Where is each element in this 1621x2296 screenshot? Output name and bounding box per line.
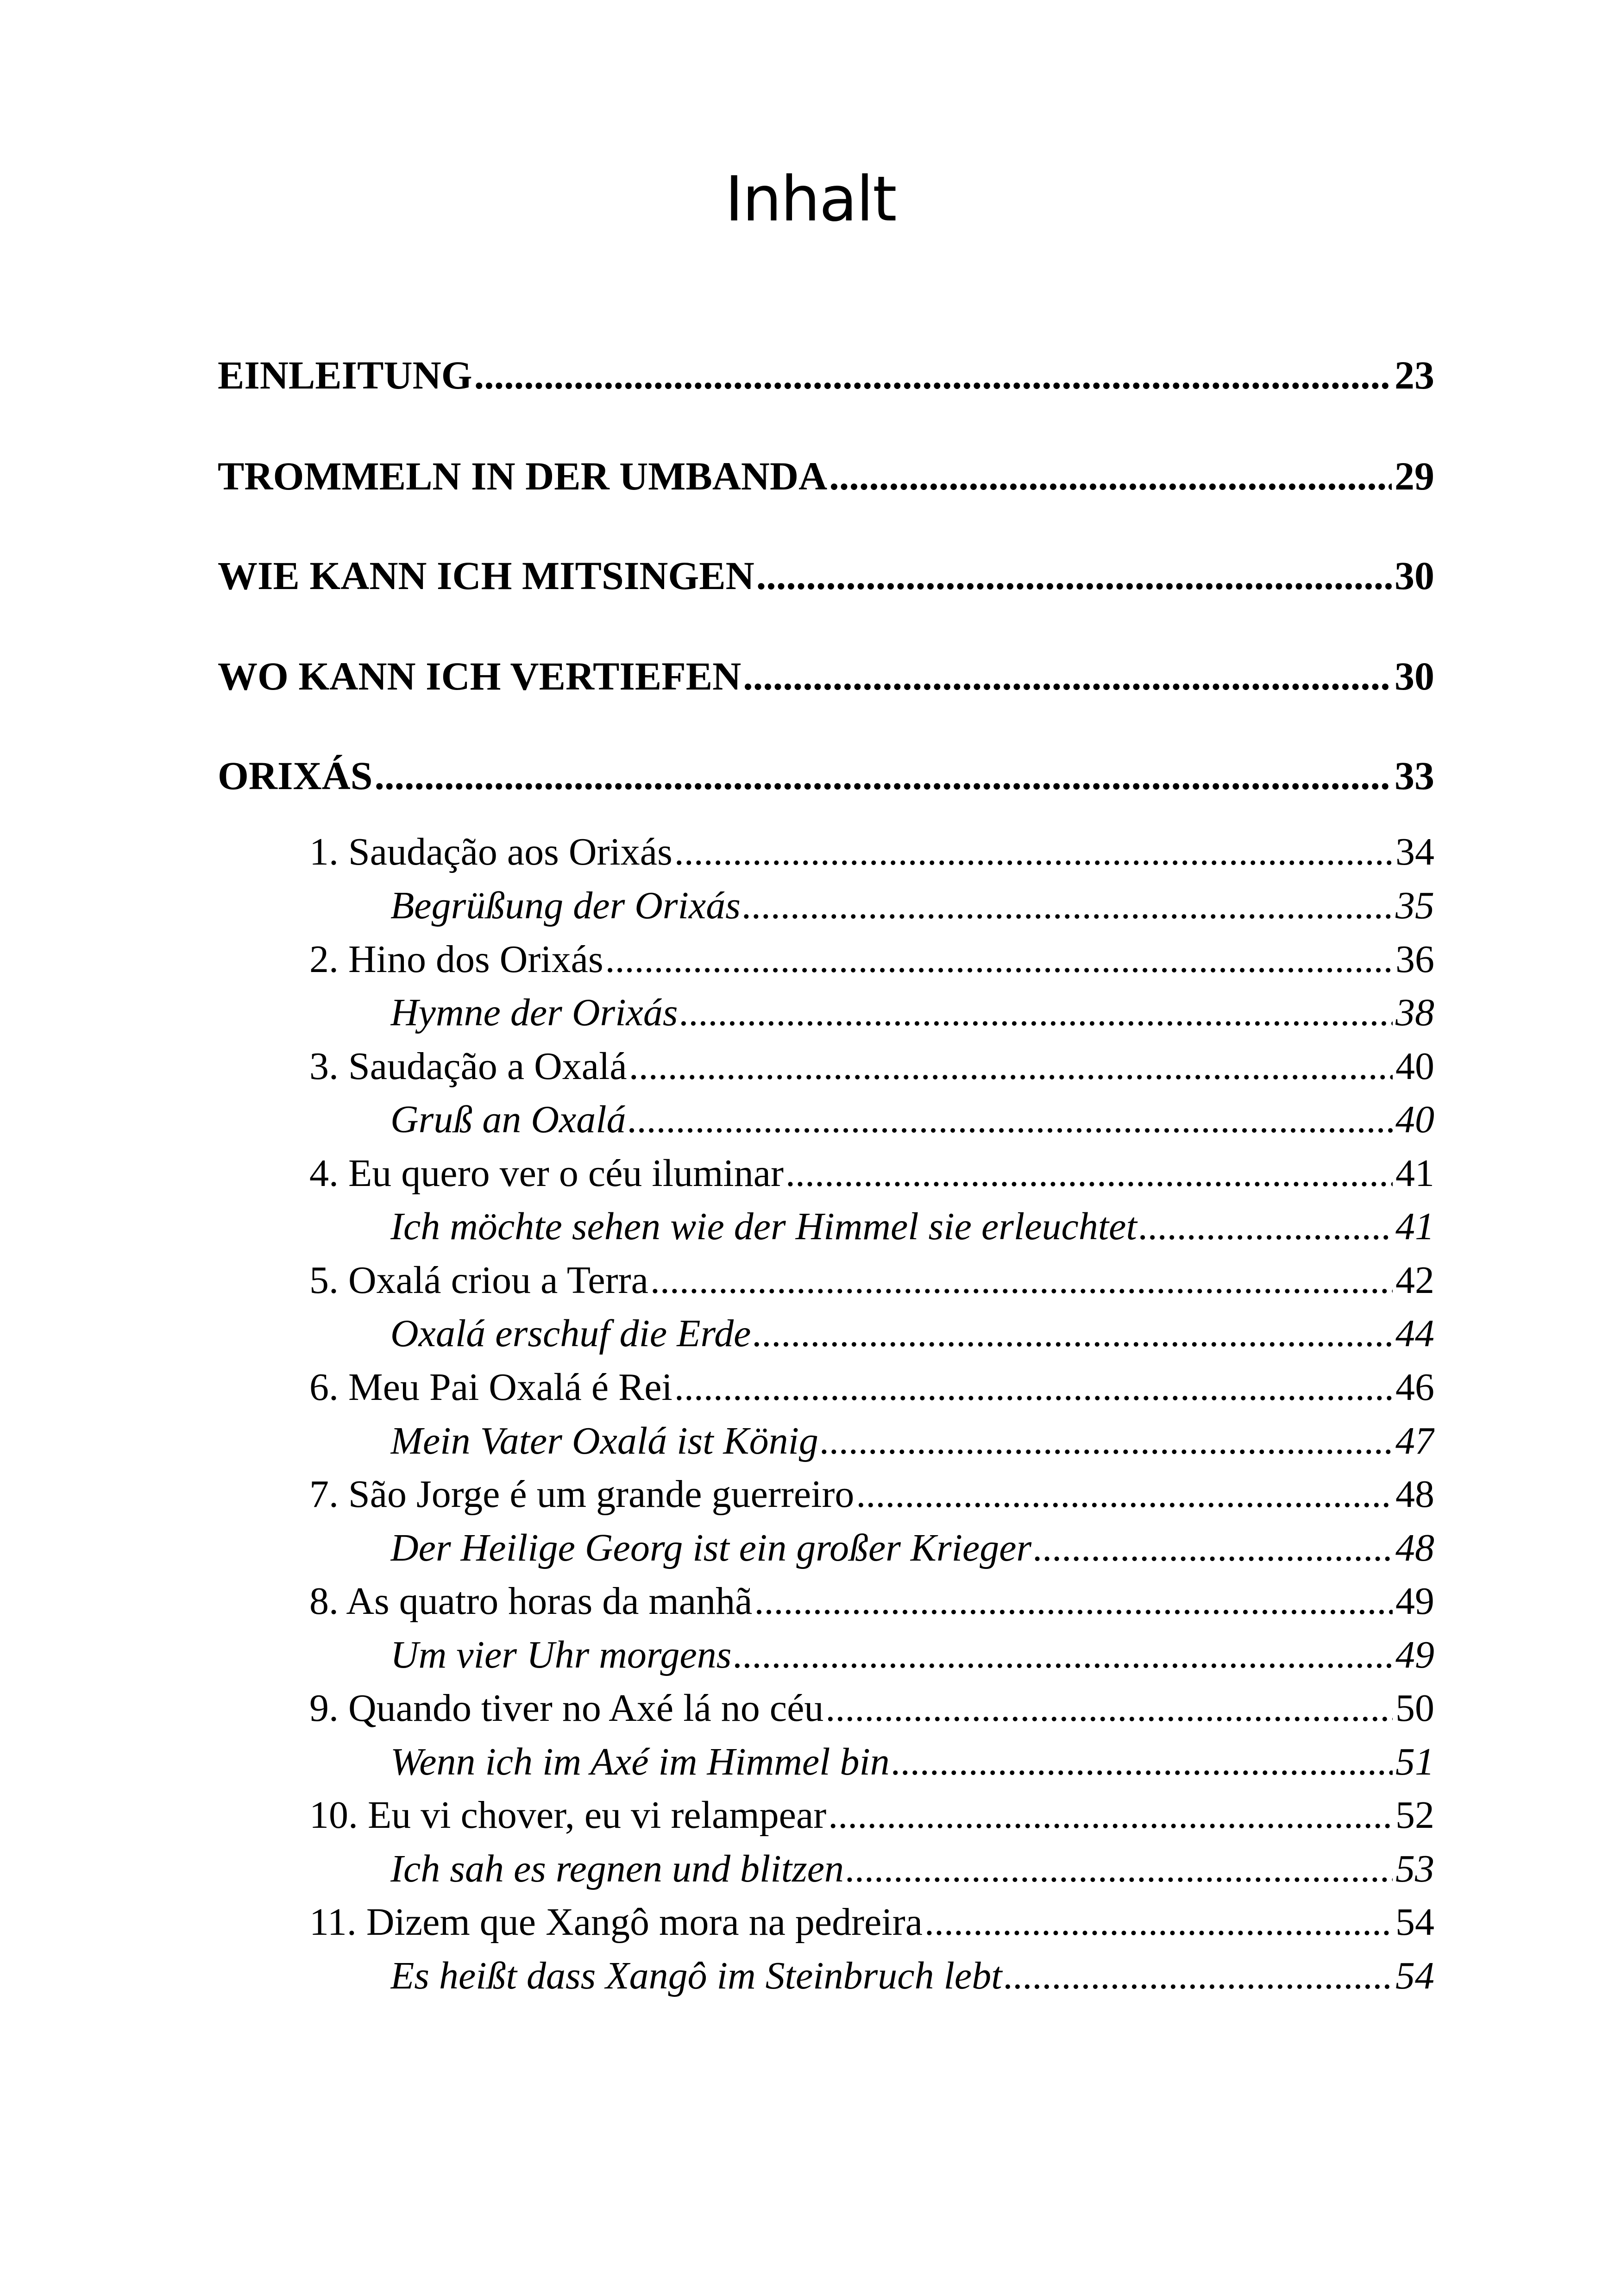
toc-entry-song[interactable] [309,1896,1434,1948]
toc-page-number: 51 [1395,1740,1434,1783]
dot-leader [828,1789,1393,1841]
toc-page-number: 48 [1395,1526,1434,1569]
toc-entry-label: 6. Meu Pai Oxalá é Rei [309,1366,672,1409]
toc-entry-label: Ich möchte sehen wie der Himmel sie erleuchtet [390,1205,1137,1248]
toc-entry-label: Wenn ich im Axé im Himmel bin [390,1740,890,1783]
toc-page-number: 30 [1395,553,1434,598]
toc-page-number: 41 [1395,1205,1434,1248]
toc-entry-label: 10. Eu vi chover, eu vi relampear [309,1794,827,1837]
toc-entry-label: Mein Vater Oxalá ist König [390,1419,818,1462]
toc-entry-translation[interactable] [390,1094,1434,1146]
toc-page-number: 48 [1395,1473,1434,1516]
toc-entry-translation[interactable] [390,1522,1434,1574]
toc-page-number: 47 [1395,1419,1434,1462]
toc-page-number: 54 [1395,1954,1434,1997]
dot-leader [605,934,1393,985]
dot-leader [825,1682,1393,1734]
toc-page-number: 30 [1395,654,1434,698]
dot-leader [1004,1950,1393,2002]
toc-entry-label: Es heißt dass Xangô im Steinbruch lebt [390,1954,1002,1997]
toc-page-number: 54 [1395,1901,1434,1944]
toc-entry-label: WO KANN ICH VERTIEFEN [218,654,741,698]
toc-entry-translation[interactable] [390,1415,1434,1467]
toc-page-number: 34 [1395,830,1434,873]
dot-leader [743,648,1392,704]
toc-page-number: 49 [1395,1580,1434,1623]
toc-page-number: 41 [1395,1152,1434,1195]
dot-leader [629,1041,1393,1092]
toc-page-number: 49 [1395,1633,1434,1676]
toc-entry-label: Gruß an Oxalá [390,1098,626,1141]
toc-entry-trommeln[interactable] [218,448,1434,504]
page-title: Inhalt [725,163,896,235]
dot-leader [856,1468,1393,1520]
toc-page-number: 52 [1395,1794,1434,1837]
toc-page-number: 53 [1395,1847,1434,1890]
toc-entry-label: Ich sah es regnen und blitzen [390,1847,844,1890]
toc-entry-song[interactable] [309,1468,1434,1520]
dot-leader [1033,1522,1393,1574]
toc-entry-song[interactable] [309,1575,1434,1627]
toc-page-number: 50 [1395,1687,1434,1730]
dot-leader [742,880,1393,932]
dot-leader [674,1361,1393,1413]
toc-entry-label: 8. As quatro horas da manhã [309,1580,753,1623]
dot-leader [756,548,1392,603]
toc-entry-label: 7. São Jorge é um grande guerreiro [309,1473,854,1516]
toc-entry-label: 11. Dizem que Xangô mora na pedreira [309,1901,923,1944]
dot-leader [785,1148,1393,1199]
dot-leader [1139,1201,1393,1253]
dot-leader [474,347,1392,403]
toc-entry-translation[interactable] [390,1950,1434,2002]
toc-entry-label: Oxalá erschuf die Erde [390,1312,751,1355]
toc-entry-label: Um vier Uhr morgens [390,1633,732,1676]
toc-page-number: 40 [1395,1098,1434,1141]
toc-entry-label: 2. Hino dos Orixás [309,938,603,981]
toc-entry-orixas[interactable] [218,748,1434,803]
toc-page-number: 35 [1395,884,1434,927]
toc-entry-song[interactable] [309,934,1434,985]
toc-entry-label: 9. Quando tiver no Axé lá no céu [309,1687,824,1730]
dot-leader [846,1843,1393,1895]
toc-entry-label: TROMMELN IN DER UMBANDA [218,454,828,498]
toc-page-number: 36 [1395,938,1434,981]
dot-leader [829,448,1392,504]
dot-leader [753,1308,1393,1360]
toc-entry-song[interactable] [309,1682,1434,1734]
toc-entry-translation[interactable] [390,1308,1434,1360]
toc-page-number: 23 [1395,353,1434,397]
toc-entry-song[interactable] [309,1041,1434,1092]
toc-entry-song[interactable] [309,826,1434,878]
toc-page-number: 38 [1395,991,1434,1034]
toc-entry-label: ORIXÁS [218,753,373,798]
dot-leader [628,1094,1393,1146]
toc-entry-translation[interactable] [390,1843,1434,1895]
toc-entry-song[interactable] [309,1361,1434,1413]
toc-page-number: 44 [1395,1312,1434,1355]
dot-leader [680,987,1393,1039]
dot-leader [733,1629,1393,1681]
toc-entry-label: 4. Eu quero ver o céu iluminar [309,1152,784,1195]
toc-entry-translation[interactable] [390,1629,1434,1681]
toc-entry-label: EINLEITUNG [218,353,472,397]
toc-entry-translation[interactable] [390,987,1434,1039]
toc-entry-label: Der Heilige Georg ist ein großer Krieger [390,1526,1032,1569]
toc-page-number: 46 [1395,1366,1434,1409]
toc-entry-mitsingen[interactable] [218,548,1434,603]
dot-leader [820,1415,1393,1467]
toc-entry-song[interactable] [309,1148,1434,1199]
toc-page-number: 29 [1395,454,1434,498]
toc-entry-label: 3. Saudação a Oxalá [309,1045,627,1088]
toc-page-number: 40 [1395,1045,1434,1088]
toc-entry-einleitung[interactable] [218,347,1434,403]
dot-leader [674,826,1393,878]
toc-entry-vertiefen[interactable] [218,648,1434,704]
toc-entry-label: 5. Oxalá criou a Terra [309,1259,648,1302]
toc-entry-translation[interactable] [390,880,1434,932]
toc-entry-label: Begrüßung der Orixás [390,884,741,927]
toc-entry-song[interactable] [309,1255,1434,1306]
dot-leader [375,748,1392,803]
toc-entry-label: 1. Saudação aos Orixás [309,830,672,873]
dot-leader [892,1736,1393,1788]
toc-entry-translation[interactable] [390,1736,1434,1788]
dot-leader [650,1255,1393,1306]
toc-page-number: 42 [1395,1259,1434,1302]
toc-entry-label: WIE KANN ICH MITSINGEN [218,553,754,598]
dot-leader [754,1575,1393,1627]
toc-entry-translation[interactable] [390,1201,1434,1253]
dot-leader [924,1896,1393,1948]
toc-entry-song[interactable] [309,1789,1434,1841]
toc-page-number: 33 [1395,753,1434,798]
toc-entry-label: Hymne der Orixás [390,991,678,1034]
